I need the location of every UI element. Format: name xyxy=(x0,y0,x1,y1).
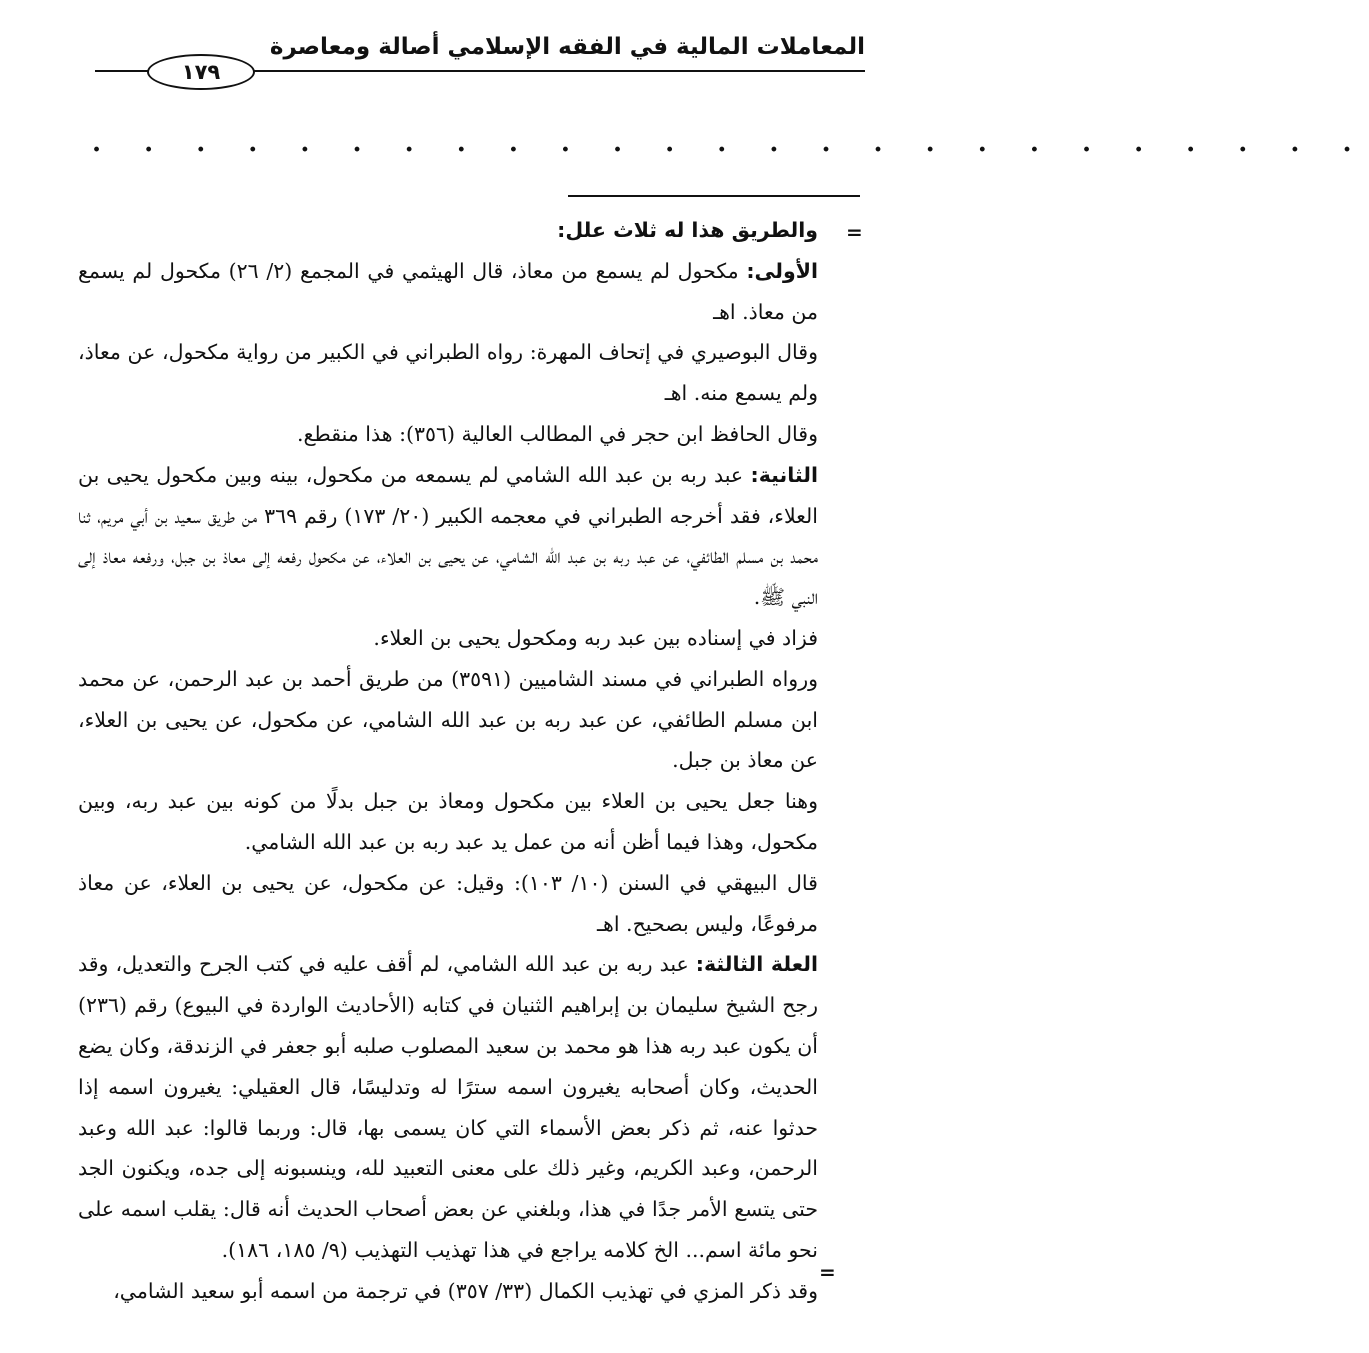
paragraph-lead: الأولى: xyxy=(746,258,818,283)
paragraph-text: مكحول لم يسمع من معاذ، قال الهيثمي في المجمع (٢/ ٢٦) مكحول لم يسمع من معاذ. اهـ xyxy=(78,258,818,324)
paragraph-text: وقال الحافظ ابن حجر في المطالب العالية (٣٥٦): هذا منقطع. xyxy=(296,421,818,446)
paragraph xyxy=(78,1271,818,1312)
paragraph xyxy=(78,659,818,781)
paragraph xyxy=(78,251,818,333)
paragraph-lead: الثانية: xyxy=(750,462,818,487)
paragraph-text: فزاد في إسناده بين عبد ربه ومكحول يحيى بن العلاء. xyxy=(373,625,818,650)
footnote-body xyxy=(78,210,818,1312)
footnote-separator xyxy=(568,195,860,197)
paragraph-text: وقد ذكر المزي في تهذيب الكمال (٣٣/ ٣٥٧) في ترجمة من اسمه أبو سعيد الشامي، xyxy=(113,1278,818,1303)
paragraph xyxy=(78,618,818,659)
paragraph-lead: العلة الثالثة: xyxy=(695,952,818,977)
paragraph-text: عبد ربه بن عبد الله الشامي لم يسمعه من مكحول، بينه وبين مكحول يحيى بن العلاء، فقد أخرجه الطبراني في معجمه الكبير (٢٠/ ١٧٣) رقم ٣٦٩ من طريق سعيد بن أبي مريم، ثنا محمد بن مسلم الطائفي، عن عبد ربه بن عبد الله الشامي، عن يحيى بن العلاء، عن مكحول رفعه إلى معاذ بن جبل، ورفعه معاذ إلى النبي ﷺ. xyxy=(78,462,819,610)
paragraph-lead: والطريق هذا له ثلاث علل: xyxy=(557,218,818,242)
paragraph-text: وقال البوصيري في إتحاف المهرة: رواه الطبراني في الكبير من رواية مكحول، عن معاذ، ولم يسمع منه. اهـ xyxy=(78,340,818,406)
paragraph-text: ورواه الطبراني في مسند الشاميين (٣٥٩١) من طريق أحمد بن عبد الرحمن، عن محمد ابن مسلم الطائفي، عن عبد ربه بن عبد الله الشامي، عن مكحول، عن يحيى بن العلاء، عن معاذ بن جبل. xyxy=(78,666,818,773)
running-header xyxy=(95,28,865,98)
paragraph-text: عبد ربه بن عبد الله الشامي، لم أقف عليه في كتب الجرح والتعديل، وقد رجح الشيخ سليمان بن إبراهيم الثنيان في كتابه (الأحاديث الواردة في البيوع) رقم (٢٣٦) أن يكون عبد ربه هذا هو محمد بن سعيد المصلوب صلبه أبو جعفر في الزندقة، وكان يضع الحديث، وكان أصحابه يغيرون اسمه سترًا له وتدليسًا، قال العقيلي: يغيرون اسمه إذا حدثوا عنه، ثم ذكر بعض الأسماء التي كان يسمى بها، قال: وربما قالوا: عبد الله وعبد الرحمن، وعبد الكريم، وغير ذلك على معنى التعبيد لله، وينسبونه إلى جده، ويكنون الجد حتى يتسع الأمر جدًا في هذا، وبلغني عن بعض أصحاب الحديث أنه قال: يقلب اسمه على نحو مائة اسم... الخ كلامه يراجع في هذا تهذيب التهذيب (٩/ ١٨٥، ١٨٦). xyxy=(78,952,818,1262)
book-title: المعاملات المالية في الفقه الإسلامي أصالة ومعاصرة xyxy=(269,34,865,60)
page-number: ١٧٩ xyxy=(147,54,255,90)
paragraph xyxy=(78,944,818,1270)
paragraph xyxy=(78,414,818,455)
paragraph-text: وهنا جعل يحيى بن العلاء بين مكحول ومعاذ بن جبل بدلًا من كونه بين عبد ربه، وبين مكحول، وهذا فيما أظن أنه من عمل يد عبد ربه بن عبد الله الشامي. xyxy=(78,789,818,854)
paragraph xyxy=(78,455,818,618)
elision-dots: . . . . . . . . . . . . . . . . . . . . . . . . . xyxy=(92,128,1369,158)
paragraph xyxy=(78,781,818,863)
continuation-mark-start: = xyxy=(846,220,863,244)
paragraph xyxy=(78,210,818,251)
continuation-mark-end: = xyxy=(819,1260,836,1284)
paragraph xyxy=(78,863,818,945)
paragraph xyxy=(78,332,818,414)
paragraph-text: قال البيهقي في السنن (١٠/ ١٠٣): وقيل: عن مكحول، عن يحيى بن العلاء، عن معاذ مرفوعًا، وليس بصحيح. اهـ xyxy=(78,870,818,936)
